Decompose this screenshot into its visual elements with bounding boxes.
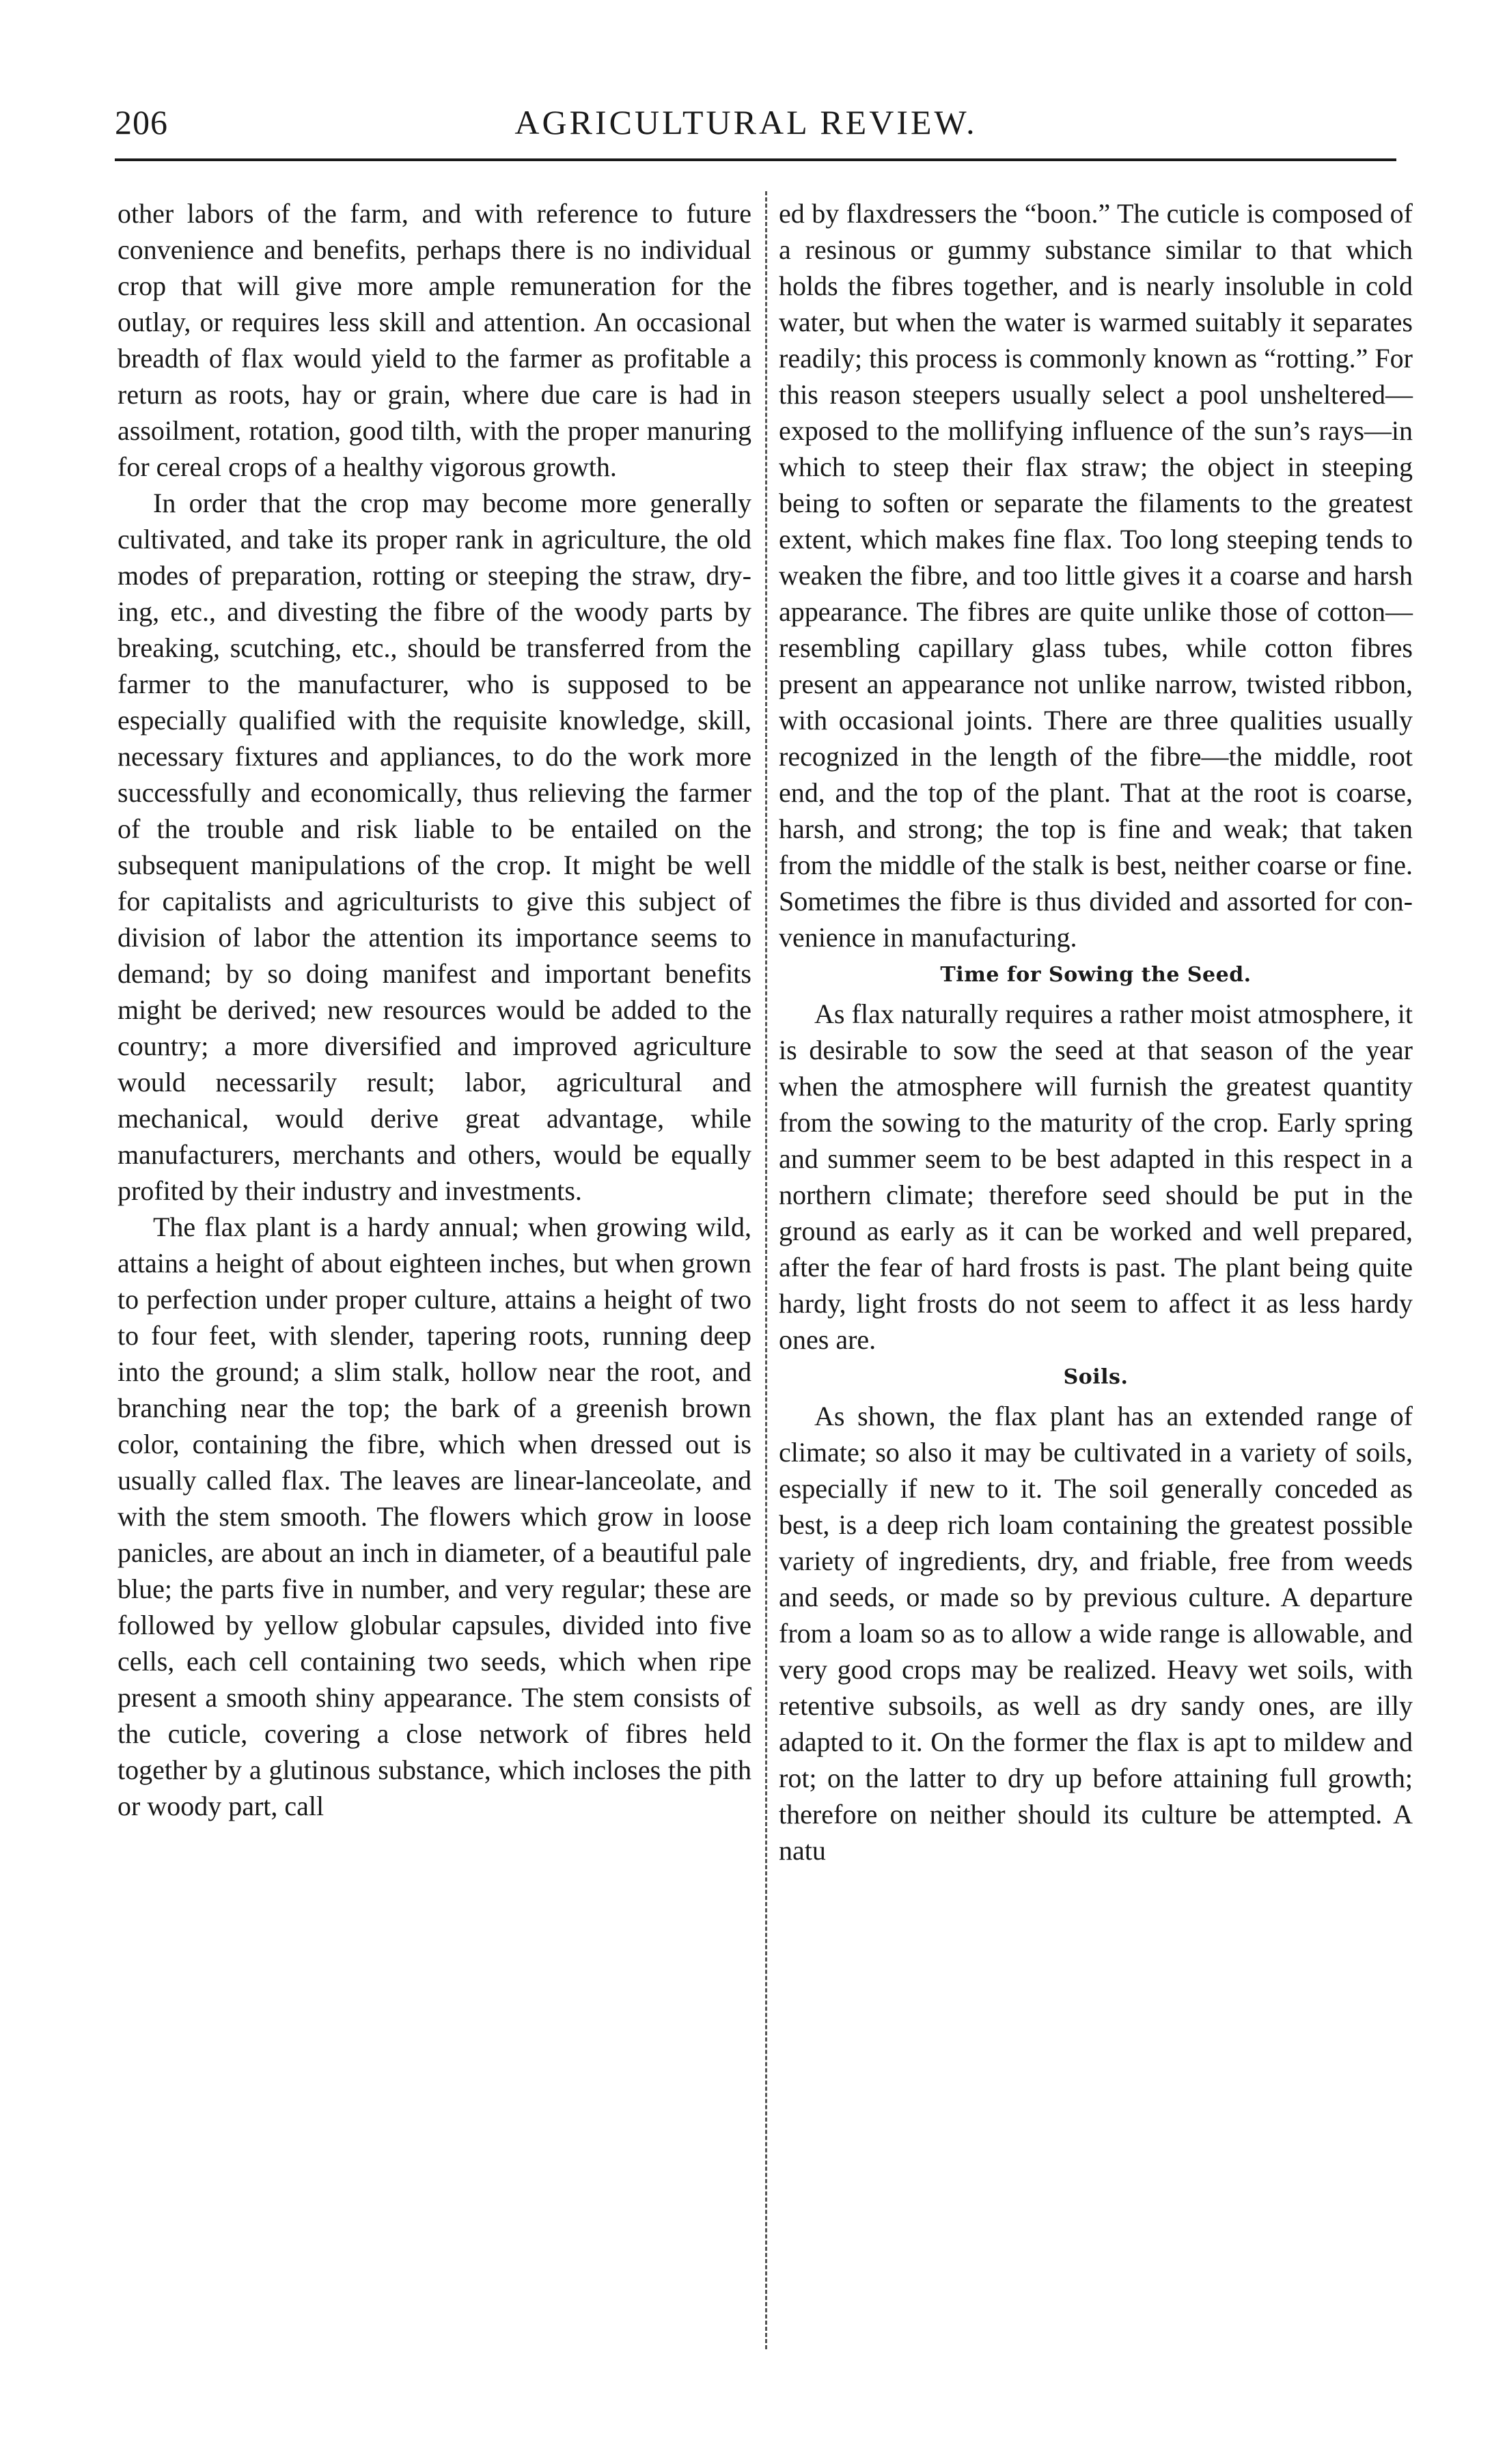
section-heading-sowing: Time for Sowing the Seed.: [940, 963, 1252, 987]
running-title: AGRICULTURAL REVIEW.: [514, 103, 978, 141]
paragraph: The flax plant is a hardy annual; when growing wild, attains a height of about eighteen inches, but when grown to perfection under proper culture, attains a height of two to four feet, with slender, tapering roots, running deep into the ground; a slim stalk, hollow near the root, and branching near the top; the bark of a greenish brown color, containing the fibre, which when dressed out is usually called flax. The leaves are linear-lanceolate, and with the stem smooth. The flowers which grow in loose panicles, are about an inch in diameter, of a beautiful pale blue; the parts five in number, and very regular; these are followed by yellow globular capsules, divided into five cells, each cell containing two seeds, which when ripe present a smooth shiny appearance. The stem consists of the cuticle, covering a close network of fibres held together by a glutinous substance, which incloses the pith or woody part, call: [118, 1212, 751, 1821]
column-divider: [765, 191, 767, 2349]
section-heading-soils: Soils.: [1063, 1365, 1129, 1389]
paragraph: As flax naturally requires a rather moist atmosphere, it is desirable to sow the seed at that season of the year when the atmosphere will furnish the greatest quantity from the sowing to the maturity of the crop. Early spring and summer seem to be best adapted in this respect in a northern climate; therefore seed should be put in the ground as early as it can be worked and well prepared, after the fear of hard frosts is past. The plant being quite hardy, light frosts do not seem to affect it as less hardy ones are.: [779, 998, 1413, 1355]
left-column: [118, 195, 751, 1824]
page-number: 206: [115, 103, 168, 141]
paragraph: ed by flaxdressers the “boon.” The cuticle is composed of a resinous or gummy substance similar to that which holds the fibres together, and is nearly insoluble in cold water, but when the water is warmed suitably it separates readily; this process is commonly known as “rotting.” For this reason steepers usually select a pool unsheltered—exposed to the mollifying influence of the sun’s rays—in which to steep their flax straw; the object in steeping being to soften or separate the filaments to the greatest extent, which makes fine flax. Too long steeping tends to weaken the fibre, and too little gives it a coarse and harsh appearance. The fibres are quite unlike those of cotton—resembling capillary glass tubes, while cotton fibres present an appearance not unlike narrow, twisted ribbon, with occasional joints. There are three qualities usually recognized in the length of the fibre—the middle, root end, and the top of the plant. That at the root is coarse, harsh, and strong; the top is fine and weak; that taken from the middle of the stalk is best, neither coarse or fine. Sometimes the fibre is thus divided and assorted for convenience in manufacturing.: [779, 198, 1413, 953]
paragraph: As shown, the flax plant has an extended range of climate; so also it may be cultivated in a variety of soils, especially if new to it. The soil generally conceded as best, is a deep rich loam containing the greatest possible variety of ingredients, dry, and friable, free from weeds and seeds, or made so by previous culture. A departure from a loam so as to allow a wide range is allowable, and very good crops may be realized. Heavy wet soils, with retentive subsoils, as well as dry sandy ones, are illy adapted to it. On the former the flax is apt to mildew and rot; on the latter to dry up before attaining full growth; therefore on neither should its culture be attempted. A natu: [779, 1401, 1413, 1866]
paragraph: other labors of the farm, and with reference to future convenience and benefits, perhaps there is no individual crop that will give more ample remuneration for the outlay, or requires less skill and attention. An occasional breadth of flax would yield to the farmer as profitable a return as roots, hay or grain, where due care is had in assoilment, rotation, good tilth, with the proper manuring for cereal crops of a healthy vigorous growth.: [118, 198, 751, 482]
right-column: [779, 195, 1413, 1868]
header-rule: [115, 158, 1396, 161]
paragraph: In order that the crop may become more generally cultivated, and take its proper rank in agriculture, the old modes of preparation, rotting or steeping the straw, drying, etc., and divesting the fibre of the woody parts by breaking, scutching, etc., should be transferred from the farmer to the manufacturer, who is supposed to be especially qualified with the requisite knowledge, skill, necessary fixtures and appliances, to do the work more successfully and economically, thus relieving the farmer of the trouble and risk liable to be entailed on the subsequent manipulations of the crop. It might be well for capitalists and agriculturists to give this subject of division of labor the attention its importance seems to demand; by so doing manifest and important benefits might be derived; new resources would be added to the country; a more diversified and improved agriculture would necessarily result; labor, agricultural and mechanical, would derive great advantage, while manufacturers, merchants and others, would be equally profited by their industry and investments.: [118, 488, 751, 1206]
